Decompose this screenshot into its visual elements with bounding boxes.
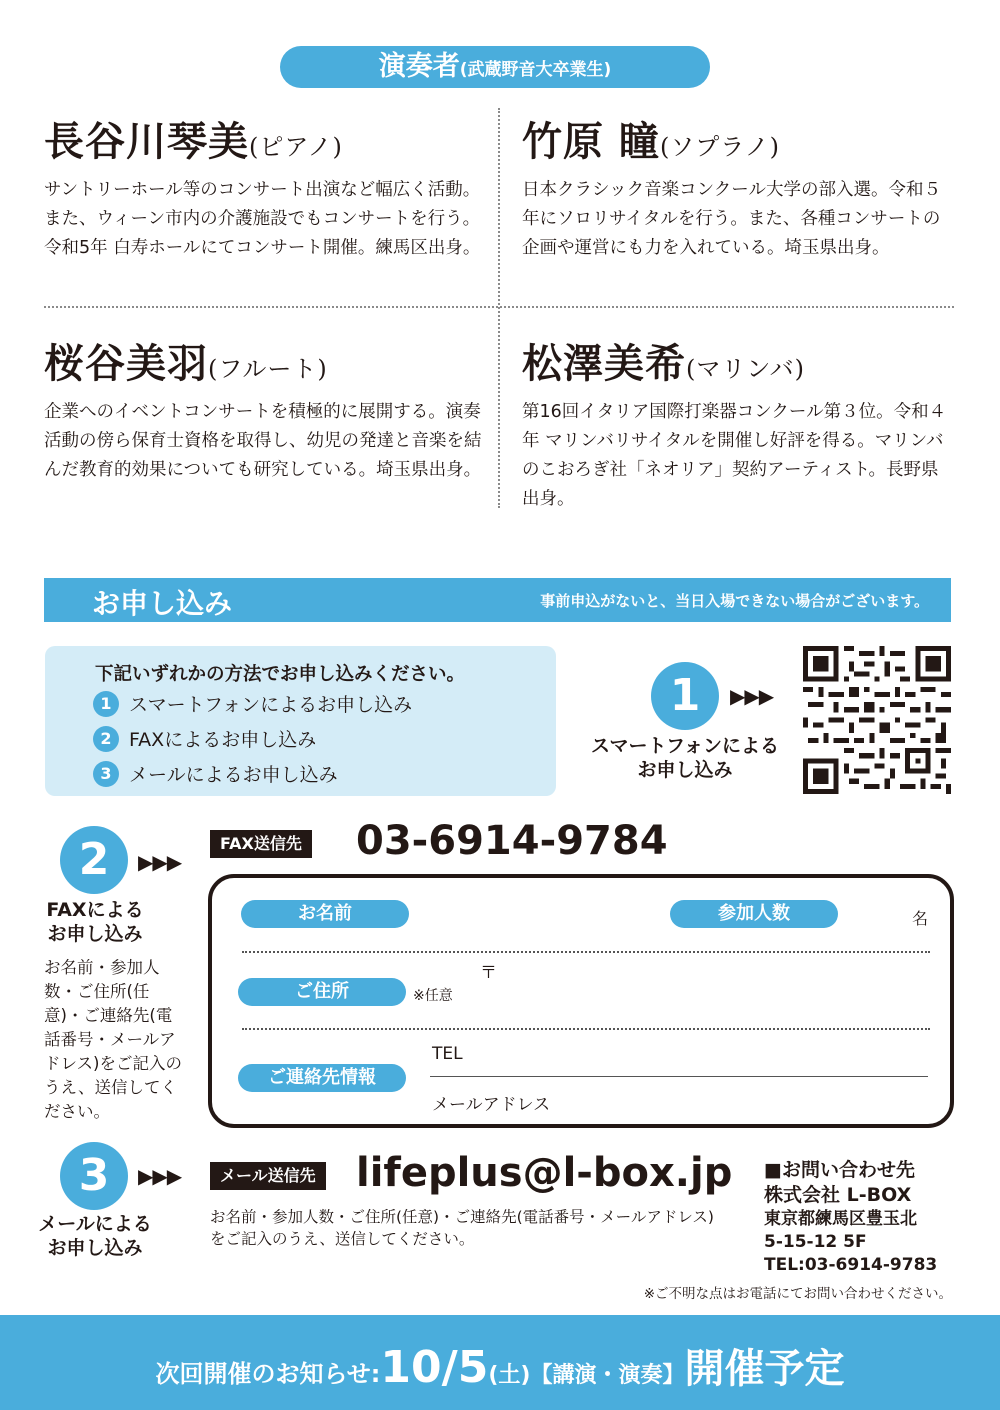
smartphone-method-label [580, 734, 790, 782]
method-item [93, 760, 338, 787]
performer-bio: 企業へのイベントコンサートを積極的に展開する。演奏活動の傍ら保育士資格を取得し、幼児の発達と音楽を結んだ教育的効果についても研究している。埼玉県出身。 [44, 402, 482, 480]
mail-instructions [210, 1206, 714, 1250]
next-event-weekday: (土) [488, 1363, 531, 1388]
performer-name [44, 332, 328, 389]
count-field-label: 参加人数 [670, 900, 838, 928]
performers-subtitle: (武蔵野音大卒業生) [459, 60, 612, 80]
mail-instructions-line: をご記入のうえ、送信してください。 [210, 1230, 475, 1248]
contact-company: 株式会社 L-BOX [764, 1184, 912, 1206]
contact-heading: ■お問い合わせ先 [764, 1159, 915, 1181]
performer-name [522, 110, 780, 167]
method-label: FAXによるお申し込み [129, 729, 317, 751]
method-number: 1 [93, 691, 119, 717]
method-number: 2 [93, 726, 119, 752]
performer-instrument: (ソプラノ) [659, 133, 780, 161]
mail-label-line: メールによる [38, 1213, 152, 1235]
application-notice: 事前申込がないと、当日入場できない場合がございます。 [540, 592, 929, 610]
fax-label-line: お申し込み [47, 923, 143, 945]
performer-instrument: (マリンバ) [686, 355, 806, 383]
arrow-right-icon: ▶▶▶ [138, 850, 182, 874]
next-event-notice [0, 1337, 1000, 1394]
performer-name-text: 松澤美希 [522, 340, 686, 387]
mail-instructions-line: お名前・参加人数・ご住所(任意)・ご連絡先(電話番号・メールアドレス) [210, 1208, 714, 1226]
fax-number[interactable]: 03-6914-9784 [356, 818, 668, 864]
contact-info [764, 1158, 937, 1277]
step-1-circle: 1 [651, 662, 719, 730]
performers-heading [280, 46, 710, 88]
tel-label: TEL [432, 1044, 463, 1064]
performer-name-text: 竹原 瞳 [522, 118, 660, 165]
name-line[interactable] [242, 951, 930, 953]
arrow-right-icon: ▶▶▶ [730, 684, 774, 708]
application-banner [44, 578, 951, 622]
performer-bio: 日本クラシック音楽コンクール大学の部入選。令和５年にソロリサイタルを行う。また、各種コンサートの企画や運営にも力を入れている。埼玉県出身。 [522, 180, 941, 258]
application-title: お申し込み [92, 587, 233, 620]
arrow-right-icon: ▶▶▶ [138, 1164, 182, 1188]
performers-title: 演奏者 [378, 51, 460, 82]
performer-name [44, 110, 343, 167]
fax-tag: FAX送信先 [210, 830, 312, 858]
address-line[interactable] [242, 1028, 930, 1030]
methods-lead: 下記いずれかの方法でお申し込みください。 [95, 664, 466, 685]
next-event-content: 【講演・演奏】 [530, 1363, 685, 1388]
count-unit: 名 [912, 909, 929, 928]
footer-banner [0, 1315, 1000, 1410]
fax-instructions: お名前・参加人数・ご住所(任意)・ご連絡先(電話番号・メールアドレス)をご記入のうえ、送信してください。 [44, 958, 182, 1121]
step-3-circle: 3 [60, 1142, 128, 1210]
performer-instrument: (ピアノ) [249, 133, 343, 161]
tel-line[interactable] [430, 1076, 928, 1077]
smartphone-label-line: お申し込み [637, 759, 733, 781]
mail-label-line: お申し込み [47, 1237, 143, 1259]
contact-field-label: ご連絡先情報 [238, 1064, 406, 1092]
method-label: メールによるお申し込み [129, 764, 338, 786]
address-field-label: ご住所 [238, 978, 406, 1006]
performer-name [522, 332, 805, 389]
performers-vertical-divider [498, 108, 500, 508]
contact-address: 5-15-12 5F [764, 1232, 867, 1252]
fax-method-label [20, 898, 170, 946]
performer-bio: 第16回イタリア国際打楽器コンクール第３位。令和４年 マリンバリサイタルを開催し好評を得る。マリンバのこおろぎ社「ネオリア」契約アーティスト。長野県出身。 [522, 402, 947, 509]
next-event-date: 10/5 [380, 1342, 489, 1393]
method-item [93, 690, 412, 717]
step-2-circle: 2 [60, 826, 128, 894]
performer-bio: サントリーホール等のコンサート出演など幅広く活動。また、ウィーン市内の介護施設でもコンサートを行う。令和5年 白寿ホールにてコンサート開催。練馬区出身。 [44, 180, 481, 258]
method-label: スマートフォンによるお申し込み [129, 694, 413, 716]
address-optional-note: ※任意 [413, 988, 453, 1004]
postal-mark: 〒 [480, 963, 497, 983]
smartphone-label-line: スマートフォンによる [590, 735, 780, 757]
method-number: 3 [93, 761, 119, 787]
mail-method-label [20, 1212, 170, 1260]
performers-horizontal-divider [44, 306, 954, 308]
name-field-label: お名前 [241, 900, 409, 928]
contact-tel[interactable]: TEL:03-6914-9783 [764, 1255, 938, 1275]
next-event-prefix: 次回開催のお知らせ: [155, 1360, 381, 1388]
mail-tag: メール送信先 [210, 1162, 326, 1190]
qr-code-icon[interactable] [803, 646, 951, 794]
method-item [93, 725, 316, 752]
performer-instrument: (フルート) [208, 355, 328, 383]
footnote: ※ご不明な点はお電話にてお問い合わせください。 [643, 1286, 952, 1302]
performer-name-text: 桜谷美羽 [44, 340, 208, 387]
mail-address[interactable]: lifeplus@l-box.jp [356, 1150, 733, 1196]
next-event-suffix: 開催予定 [684, 1346, 845, 1392]
contact-address: 東京都練馬区豊玉北 [764, 1209, 917, 1229]
email-label: メールアドレス [432, 1095, 551, 1115]
methods-box [45, 646, 556, 796]
fax-label-line: FAXによる [46, 899, 144, 921]
performer-name-text: 長谷川琴美 [44, 118, 249, 165]
